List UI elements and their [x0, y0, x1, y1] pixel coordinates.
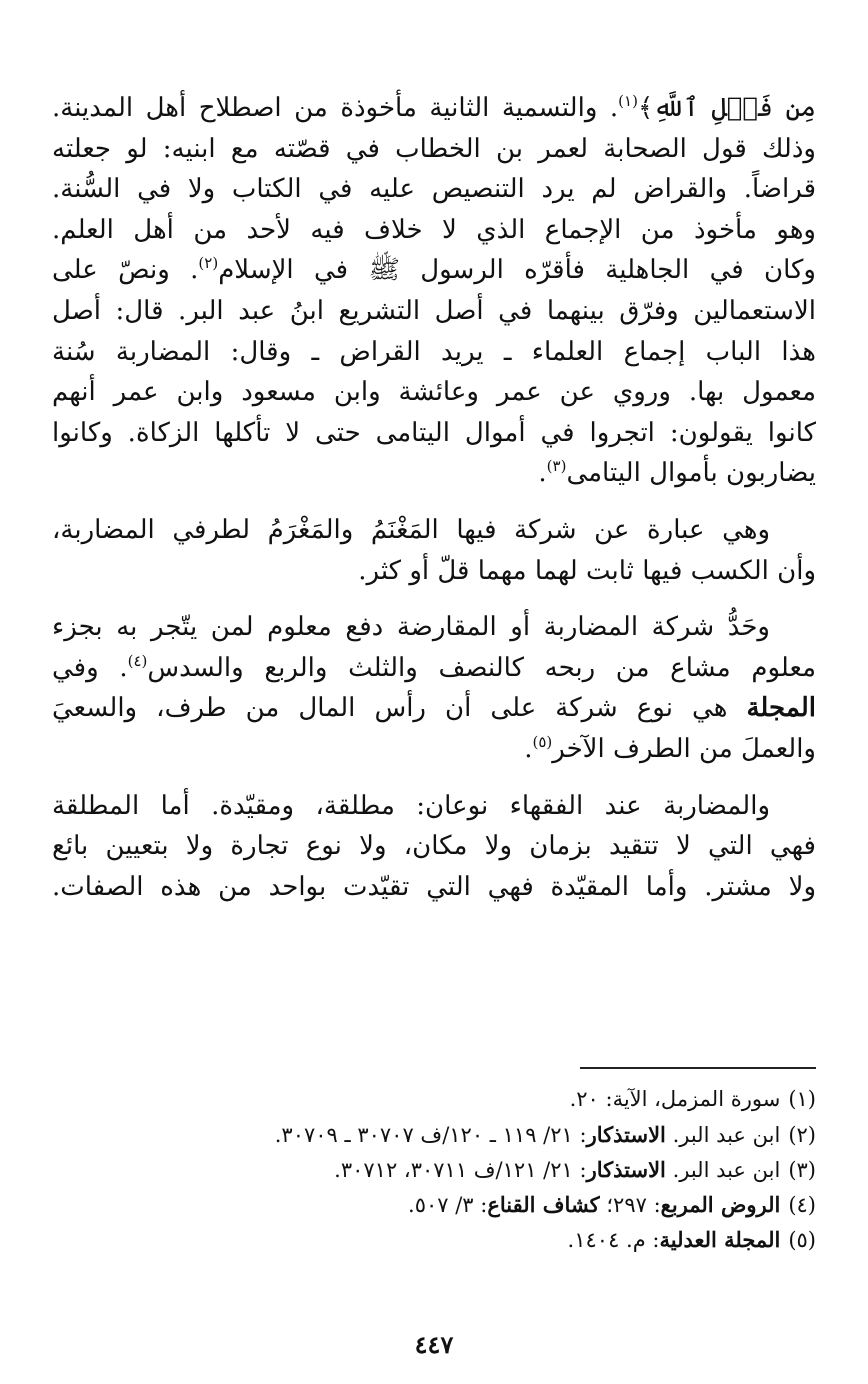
footnote-item: (٣)ابن عبد البر. الاستذكار: ٢١/ ١٢١/ف ٣٠٧١١، ٣٠٧١٢.: [334, 1157, 816, 1182]
text-line: وهي عبارة عن شركة فيها المَغْنَمُ والمَغْرَمُ لطرفي المضاربة،: [52, 514, 770, 545]
text-line: وأن الكسب فيها ثابت لهما مهما قلّ أو كثر.: [358, 555, 816, 586]
footnote-ref[interactable]: (١): [618, 92, 638, 110]
text-line: ولا مشتر. وأما المقيّدة فهي التي تقيّدت بواحد من هذه الصفات.: [52, 871, 816, 902]
main-text: [52, 88, 816, 907]
paragraph-gap: [52, 494, 816, 510]
footnote-item: (٤)الروض المربع: ٢٩٧؛ كشاف القناع: ٣/ ٥٠٧.: [408, 1192, 816, 1217]
text-line: الاستعمالين وفرّق بينهما في أصل التشريع ابنُ عبد البر. قال: أصل: [52, 295, 816, 326]
text-line: قراضاً. والقراض لم يرد التنصيص عليه في الكتاب ولا في السُّنة.: [52, 174, 816, 205]
footnote-ref[interactable]: (٢): [198, 254, 219, 273]
paragraph-gap: [52, 770, 816, 786]
text-line: مِن فَضۡلِ ٱللَّهِ﴾$^{(١)}$. والتسمية الثانية مأخوذة من اصطلاح أهل المدينة.: [52, 92, 817, 123]
text-line: والمضاربة عند الفقهاء نوعان: مطلقة، ومقيّدة. أما المطلقة: [52, 790, 770, 821]
text-line: والعملَ من الطرف الآخر$^{(٥)}$.: [524, 732, 816, 764]
text-line: المجلة هي نوع شركة على أن رأس المال من طرف، والسعيَ: [52, 693, 816, 724]
page-number: ٤٤٧: [414, 1330, 454, 1359]
footnote-ref[interactable]: (٣): [546, 457, 567, 476]
text-line: معمول بها. وروي عن عمر وعائشة وابن مسعود وابن عمر أنهم: [52, 377, 816, 408]
footnote-item: (١)سورة المزمل، الآية: ٢٠.: [569, 1087, 816, 1111]
text-line: فهي التي لا تتقيد بزمان ولا مكان، ولا نوع تجارة ولا بتعيين بائع: [52, 831, 816, 862]
text-line: معلوم مشاع من ربحه كالنصف والثلث والربع والسدس$^{(٤)}$. وفي: [52, 651, 817, 683]
bold-term: المجلة: [746, 693, 816, 724]
text-line: وهو مأخوذ من الإجماع الذي لا خلاف فيه لأحد من أهل العلم.: [52, 214, 816, 245]
text-line: هذا الباب إجماع العلماء ـ يريد القراض ـ وقال: المضاربة سُنة: [52, 336, 816, 367]
text-line: كانوا يقولون: اتجروا في أموال اليتامى حتى لا تأكلها الزكاة. وكانوا: [52, 417, 816, 448]
footnote-ref[interactable]: (٥): [532, 732, 553, 751]
text-line: وكان في الجاهلية فأقرّه الرسول ﷺ في الإسلام$^{(٢)}$. ونصّ على: [52, 254, 816, 286]
quran-quote: مِن فَضۡلِ ٱللَّهِ﴾: [637, 93, 817, 123]
paragraph-gap: [52, 591, 816, 607]
text-line: يضاربون بأموال اليتامى$^{(٣)}$.: [538, 457, 816, 489]
footnote-divider: [580, 1067, 816, 1069]
footnote-item: (٥)المجلة العدلية: م. ١٤٠٤.: [567, 1227, 816, 1252]
text-line: وذلك قول الصحابة لعمر بن الخطاب في قصّته مع ابنيه: لو جعلته: [52, 133, 816, 164]
footnote-ref[interactable]: (٤): [127, 651, 148, 670]
footnotes: [52, 1082, 816, 1257]
footnote-item: (٢)ابن عبد البر. الاستذكار: ٢١/ ١١٩ ـ ١٢٠/ف ٣٠٧٠٧ ـ ٣٠٧٠٩.: [274, 1122, 816, 1147]
text-line: وحَدُّ شركة المضاربة أو المقارضة دفع معلوم لمن يتّجر به بجزء: [52, 612, 770, 643]
